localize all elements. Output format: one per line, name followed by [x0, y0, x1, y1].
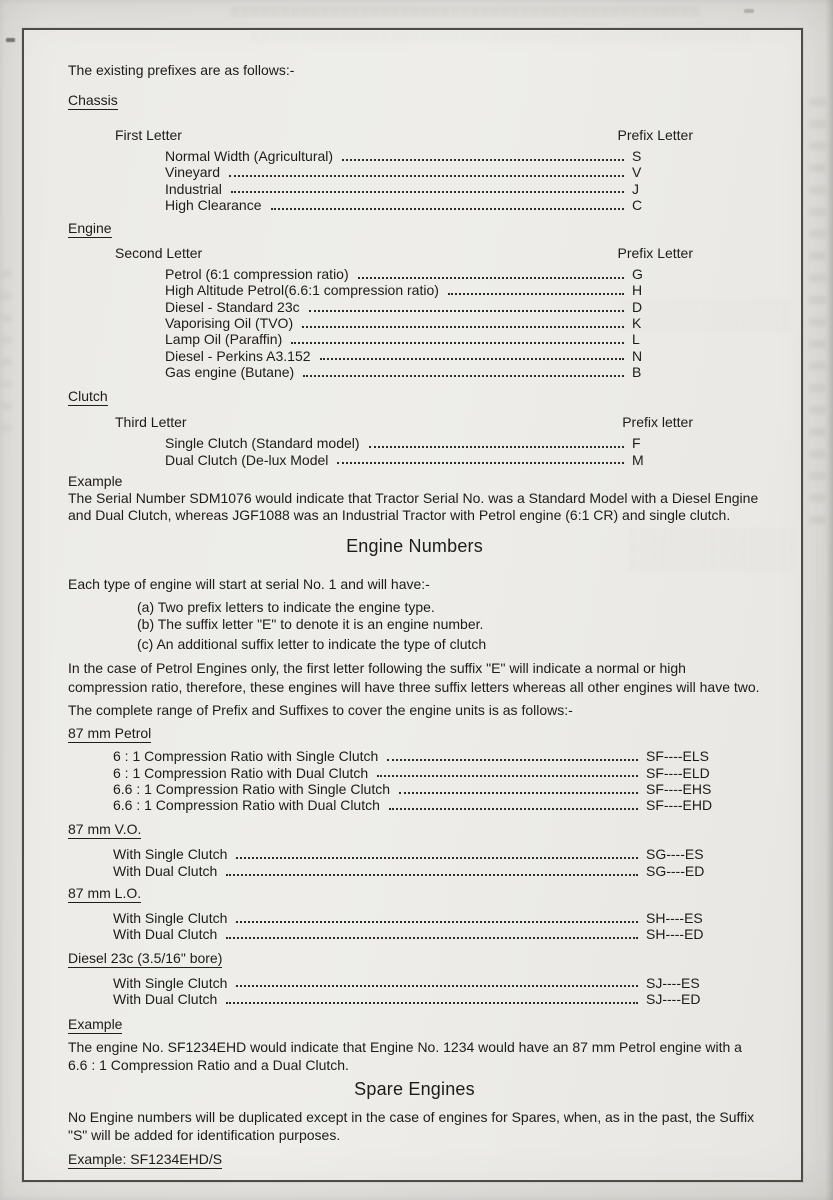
dot-leader: [399, 792, 638, 794]
dot-leader: [448, 293, 624, 295]
row-label: Normal Width (Agricultural): [165, 148, 334, 164]
row-label: Petrol (6:1 compression ratio): [165, 266, 349, 283]
column-header-left: Third Letter: [115, 414, 187, 431]
dot-leader: [320, 358, 624, 360]
section-87mm-petrol: [68, 725, 761, 813]
row-code: SG----ES: [646, 846, 704, 863]
row-label: Single Clutch (Standard model): [165, 435, 360, 452]
spare-engines-title: Spare Engines: [354, 1079, 475, 1100]
dot-leader: [236, 857, 638, 859]
column-header-right: Prefix Letter: [617, 127, 693, 143]
bleed-through-artifact: [809, 84, 826, 524]
table-row: [165, 299, 645, 315]
row-code: V: [632, 164, 642, 181]
row-label: With Single Clutch: [113, 910, 228, 927]
row-label: With Single Clutch: [113, 974, 228, 991]
column-header-left: First Letter: [115, 127, 182, 143]
section-heading: [68, 725, 761, 742]
section-heading: [68, 950, 761, 967]
table-row: [165, 315, 645, 331]
row-code: SF----ELD: [646, 764, 710, 781]
table-row: [113, 846, 713, 862]
row-code: N: [632, 347, 643, 364]
table-rows: [68, 435, 761, 468]
section-heading: [68, 821, 761, 838]
ink-speck: [6, 38, 15, 42]
dot-leader: [226, 874, 638, 876]
section-chassis: [68, 92, 761, 213]
section-diesel-23c: [68, 950, 761, 1008]
row-label: Vineyard: [165, 164, 221, 181]
row-code: SF----EHS: [646, 780, 712, 797]
table-row: [113, 797, 713, 813]
section-heading-text: Diesel 23c (3.5/16" bore): [68, 949, 223, 966]
section-heading: [68, 388, 761, 405]
table-row: [113, 748, 713, 764]
spare-engines-text: No Engine numbers will be duplicated except in the case of engines for Spares, when, as in the past, the Suffix "S" will be added for identification purposes.: [68, 1109, 755, 1143]
dot-leader: [389, 808, 638, 810]
engine-example-text: The engine No. SF1234EHD would indicate that Engine No. 1234 would have an 87 mm Petrol engine with a 6.6 : 1 Compression Ratio and a Dual Clutch.: [68, 1039, 742, 1073]
engine-numbers-intro: Each type of engine will start at serial No. 1 and will have:-: [68, 576, 430, 593]
row-label: With Dual Clutch: [113, 926, 218, 943]
intro-text: The existing prefixes are as follows:-: [68, 62, 295, 78]
page-border-frame: [22, 28, 803, 1182]
row-code: F: [632, 435, 641, 452]
section-heading-text: 87 mm Petrol: [68, 725, 152, 742]
dot-leader: [303, 375, 624, 377]
spare-engines-example: [68, 1151, 761, 1168]
table-row: [165, 266, 645, 282]
table-row: [113, 975, 713, 991]
dot-leader: [231, 191, 624, 193]
engine-numbers-title: Engine Numbers: [346, 536, 483, 557]
table-row: [165, 452, 645, 468]
row-code: K: [632, 315, 642, 332]
table-row: [165, 282, 645, 298]
row-code: H: [632, 282, 643, 299]
dot-leader: [342, 159, 624, 161]
row-label: Diesel - Standard 23c: [165, 298, 300, 315]
row-label: Industrial: [165, 180, 222, 197]
table-row: [113, 991, 713, 1007]
table-rows: [68, 910, 761, 943]
row-label: 6 : 1 Compression Ratio with Dual Clutch: [113, 764, 369, 781]
dot-leader: [271, 208, 625, 210]
serial-example-label: Example: [68, 472, 123, 489]
table-row: [165, 197, 645, 213]
table-row: [113, 926, 713, 942]
range-note: The complete range of Prefix and Suffixes to cover the engine units is as follows:-: [68, 702, 573, 719]
section-heading: [68, 885, 761, 902]
table-row: [113, 910, 713, 926]
ink-speck: [744, 9, 754, 13]
table-row: [165, 348, 645, 364]
table-row: [113, 765, 713, 781]
row-label: 6 : 1 Compression Ratio with Single Clutch: [113, 748, 379, 765]
row-code: SJ----ES: [646, 974, 700, 991]
dot-leader: [291, 342, 624, 344]
table-row: [113, 863, 713, 879]
dot-leader: [236, 921, 638, 923]
table-row: [165, 331, 645, 347]
dot-leader: [358, 277, 624, 279]
table-rows: [68, 266, 761, 380]
row-code: SF----EHD: [646, 797, 713, 814]
section-heading-text: 87 mm V.O.: [68, 821, 142, 838]
row-code: S: [632, 148, 642, 164]
table-column-headers: [68, 127, 761, 144]
dot-leader: [309, 310, 624, 312]
dot-leader: [387, 759, 638, 761]
table-row: [165, 164, 645, 180]
table-rows: [68, 748, 761, 813]
row-code: M: [632, 451, 644, 468]
section-clutch: [68, 388, 761, 468]
row-label: With Dual Clutch: [113, 862, 218, 879]
row-code: C: [632, 196, 643, 213]
engine-numbers-item-b: (b) The suffix letter "E" to denote it is an engine number.: [137, 616, 484, 633]
table-row: [165, 148, 645, 164]
table-rows: [68, 148, 761, 213]
dot-leader: [369, 446, 624, 448]
spare-engines-example-text: Example: SF1234EHD/S: [68, 1151, 223, 1168]
row-label: 6.6 : 1 Compression Ratio with Dual Clutch: [113, 797, 380, 814]
row-label: Diesel - Perkins A3.152: [165, 347, 311, 364]
row-code: B: [632, 363, 642, 380]
section-87mm-vo: [68, 821, 761, 879]
table-row: [165, 181, 645, 197]
table-row: [165, 435, 645, 451]
engine-numbers-item-c: (c) An additional suffix letter to indicate the type of clutch: [137, 636, 487, 653]
column-header-left: Second Letter: [115, 245, 203, 262]
column-header-right: Prefix Letter: [617, 245, 693, 262]
section-heading: [68, 220, 761, 237]
section-heading-text: 87 mm L.O.: [68, 885, 142, 902]
table-row: [165, 364, 645, 380]
section-87mm-lo: [68, 885, 761, 943]
section-heading-text: Engine: [68, 220, 112, 237]
row-label: With Single Clutch: [113, 846, 228, 863]
row-code: G: [632, 266, 643, 283]
column-header-right: Prefix letter: [622, 414, 693, 431]
dot-leader: [229, 175, 624, 177]
row-code: SG----ED: [646, 862, 705, 879]
engine-example-label-text: Example: [68, 1016, 123, 1033]
engine-example-label: [68, 1016, 761, 1033]
row-label: Gas engine (Butane): [165, 363, 295, 380]
section-engine: [68, 220, 761, 380]
section-heading-text: Clutch: [68, 388, 108, 405]
row-code: J: [632, 180, 639, 197]
table-row: [113, 781, 713, 797]
row-label: Dual Clutch (De-lux Model: [165, 451, 329, 468]
table-rows: [68, 975, 761, 1008]
row-label: With Dual Clutch: [113, 990, 218, 1007]
dot-leader: [302, 326, 624, 328]
row-code: SJ----ED: [646, 990, 701, 1007]
row-code: L: [632, 331, 640, 348]
serial-example-text: The Serial Number SDM1076 would indicate that Tractor Serial No. was a Standard Model with a Diesel Engine and Dual Clutch, whereas JGF1088 was an Industrial Tractor with Petrol engine (6:1 CR) and single clutch.: [68, 489, 759, 524]
row-code: SH----ES: [646, 910, 703, 927]
table-column-headers: [68, 245, 761, 262]
section-heading: [68, 92, 761, 109]
bleed-through-artifact: [2, 262, 12, 432]
row-code: SF----ELS: [646, 748, 709, 765]
dot-leader: [236, 985, 638, 987]
section-heading-text: Chassis: [68, 92, 118, 108]
dot-leader: [377, 775, 638, 777]
engine-numbers-item-a: (a) Two prefix letters to indicate the engine type.: [137, 599, 435, 616]
row-code: D: [632, 298, 643, 315]
dot-leader: [226, 937, 638, 939]
row-code: SH----ED: [646, 926, 704, 943]
dot-leader: [337, 462, 624, 464]
row-label: 6.6 : 1 Compression Ratio with Single Clutch: [113, 780, 391, 797]
row-label: High Clearance: [165, 196, 262, 213]
compression-note: In the case of Petrol Engines only, the first letter following the suffix "E" will indicate a normal or high compression ratio, therefore, these engines will have three suffix letters whereas all other engines will have two.: [68, 660, 760, 696]
bleed-through-artifact: [232, 6, 702, 17]
table-column-headers: [68, 414, 761, 431]
engine-numbers-list: [68, 599, 761, 653]
table-rows: [68, 846, 761, 879]
row-label: High Altitude Petrol(6.6:1 compression ratio): [165, 282, 439, 299]
row-label: Lamp Oil (Paraffin): [165, 331, 283, 348]
row-label: Vaporising Oil (TVO): [165, 315, 294, 332]
dot-leader: [226, 1002, 638, 1004]
